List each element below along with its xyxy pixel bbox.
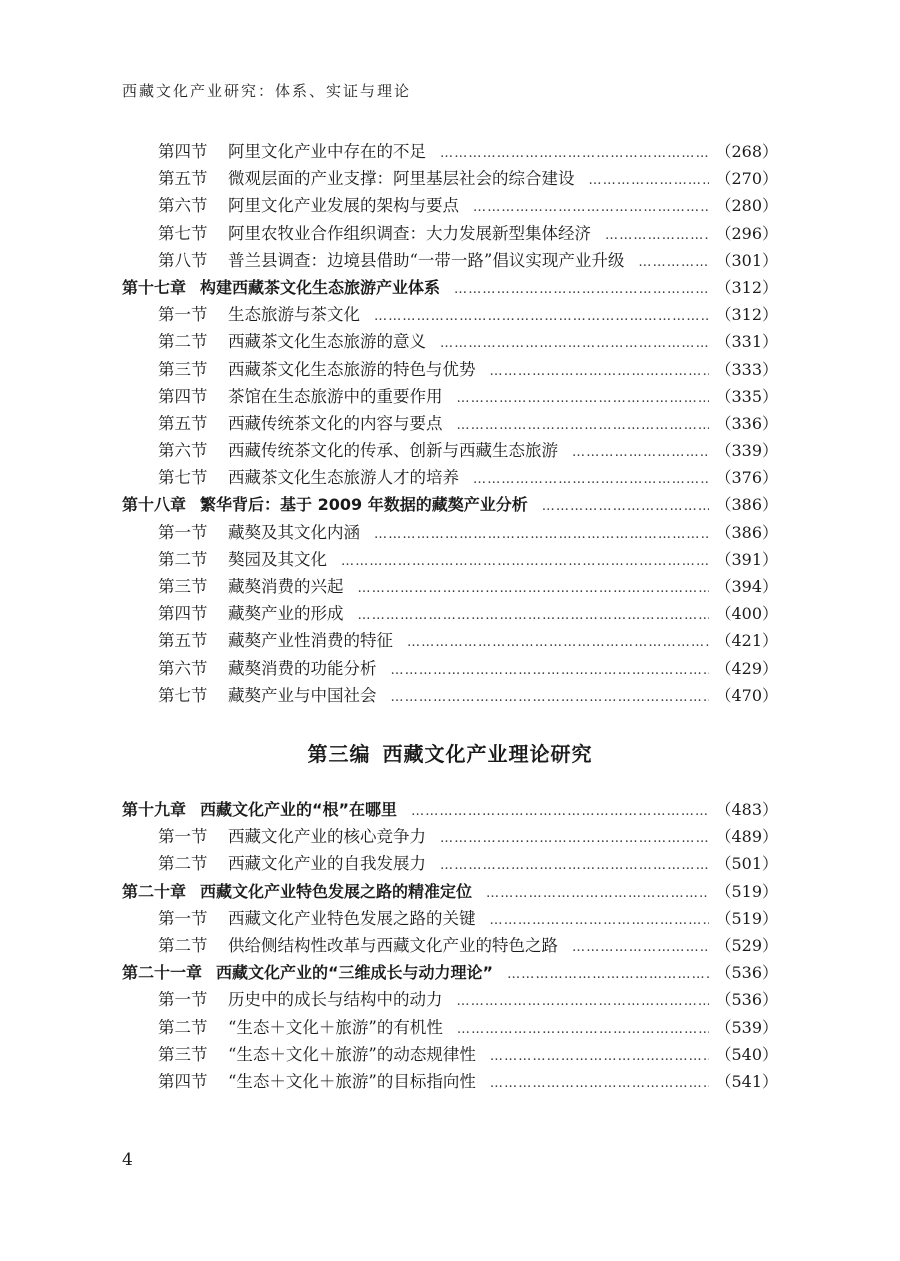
dot-leader: [374, 521, 709, 548]
toc-entry-page: （539）: [715, 1017, 778, 1037]
toc-entry-title: 微观层面的产业支撑：阿里基层社会的综合建设: [228, 169, 575, 189]
toc-entry-page: （296）: [715, 223, 778, 243]
toc-entry-number: 第三节: [158, 577, 208, 596]
dot-leader: [473, 194, 709, 221]
part-label: 第三编: [307, 742, 371, 766]
toc-entry-number: 第五节: [158, 631, 208, 651]
toc-entry-number: 第一节: [158, 990, 208, 1010]
toc-entry-number: 第二节: [158, 935, 208, 955]
toc-entry-page: （429）: [715, 658, 778, 678]
toc-chapter-entry: [122, 796, 778, 823]
dot-leader: [358, 602, 710, 629]
toc-entry-number: 第七节: [158, 223, 208, 243]
toc-section-entry: [122, 546, 778, 573]
toc-entry-page: （268）: [715, 142, 778, 161]
toc-entry-number: 第二十一章: [122, 963, 203, 983]
dot-leader: [457, 988, 710, 1015]
toc-section-entry: [122, 519, 778, 546]
dot-leader: [411, 798, 709, 825]
toc-entry-page: （400）: [715, 604, 778, 624]
toc-entry-page: （312）: [715, 305, 778, 325]
toc-entry-title: 藏獒产业与中国社会: [228, 685, 377, 705]
toc-section-entry: [122, 627, 778, 654]
toc-entry-title: 西藏传统茶文化的传承、创新与西藏生态旅游: [228, 441, 558, 461]
toc-entry-number: 第六节: [158, 196, 208, 216]
toc-chapter-entry: [122, 491, 778, 518]
part-name: 西藏文化产业理论研究: [382, 742, 593, 766]
dot-leader: [473, 466, 709, 493]
toc-entry-title: 生态旅游与茶文化: [228, 305, 360, 325]
toc-list-bottom: [122, 796, 778, 1095]
toc-entry-title: 西藏茶文化生态旅游的特色与优势: [228, 359, 476, 379]
toc-entry-number: 第四节: [158, 142, 208, 161]
toc-section-entry: [122, 247, 778, 274]
dot-leader: [457, 412, 710, 439]
toc-entry-title: 繁华背后：基于 2009 年数据的藏獒产业分析: [200, 495, 528, 515]
toc-entry-title: 供给侧结构性改革与西藏文化产业的特色之路: [228, 935, 558, 955]
toc-entry-number: 第三节: [158, 1044, 208, 1064]
toc-section-entry: [122, 192, 778, 219]
dot-leader: [490, 1043, 710, 1070]
toc-entry-title: “生态＋文化＋旅游”的目标指向性: [228, 1071, 476, 1091]
toc-chapter-entry: [122, 274, 778, 301]
dot-leader: [490, 358, 710, 385]
toc-entry-page: （333）: [715, 359, 778, 379]
toc-chapter-entry: [122, 959, 778, 986]
dot-leader: [572, 439, 709, 466]
toc-entry-number: 第一节: [158, 522, 208, 542]
dot-leader: [589, 167, 710, 194]
dot-leader: [341, 548, 709, 575]
toc-entry-page: （391）: [715, 549, 778, 569]
toc-entry-title: 藏獒产业的形成: [228, 604, 344, 624]
running-header: 西藏文化产业研究：体系、实证与理论: [122, 82, 412, 100]
toc-section-entry: [122, 1014, 778, 1041]
toc-entry-number: 第二节: [158, 1017, 208, 1037]
toc-entry-number: 第六节: [158, 658, 208, 678]
toc-entry-number: 第四节: [158, 1071, 208, 1091]
toc-entry-number: 第五节: [158, 169, 208, 189]
toc-entry-page: （331）: [715, 332, 778, 352]
toc-entry-page: （536）: [715, 990, 778, 1010]
toc-entry-title: 茶馆在生态旅游中的重要作用: [228, 386, 443, 406]
toc-entry-title: 历史中的成长与结构中的动力: [228, 990, 443, 1010]
toc-entry-number: 第七节: [158, 468, 208, 488]
toc-entry-page: （336）: [715, 413, 778, 433]
dot-leader: [542, 493, 710, 520]
toc-entry-title: 西藏文化产业的“根”在哪里: [200, 800, 398, 819]
toc-section-entry: [122, 437, 778, 464]
toc-entry-number: 第五节: [158, 413, 208, 433]
toc-section-entry: [122, 850, 778, 877]
dot-leader: [374, 303, 709, 330]
toc-entry-title: “生态＋文化＋旅游”的有机性: [228, 1017, 443, 1037]
dot-leader: [486, 880, 709, 907]
toc-entry-number: 第十七章: [122, 277, 187, 297]
toc-entry-number: 第八节: [158, 250, 208, 270]
toc-entry-title: 西藏文化产业特色发展之路的精准定位: [200, 881, 473, 901]
toc-entry-title: 西藏茶文化生态旅游的意义: [228, 332, 426, 352]
toc-entry-number: 第七节: [158, 685, 208, 705]
toc-section-entry: [122, 1068, 778, 1095]
toc-entry-number: 第四节: [158, 386, 208, 406]
toc-section-entry: [122, 138, 778, 165]
toc-entry-number: 第二节: [158, 549, 208, 569]
toc-section-entry: [122, 165, 778, 192]
toc-entry-title: 构建西藏茶文化生态旅游产业体系: [200, 277, 441, 297]
dot-leader: [507, 961, 709, 988]
dot-leader: [605, 222, 709, 249]
toc-entry-number: 第四节: [158, 604, 208, 624]
toc-entry-page: （470）: [715, 685, 778, 705]
toc-section-entry: [122, 220, 778, 247]
toc-entry-number: 第十九章: [122, 800, 187, 819]
toc-section-entry: [122, 1041, 778, 1068]
toc-section-entry: [122, 383, 778, 410]
dot-leader: [391, 684, 710, 711]
toc-chapter-entry: [122, 878, 778, 905]
toc-section-entry: [122, 464, 778, 491]
dot-leader: [572, 934, 709, 961]
toc-entry-page: （519）: [715, 881, 778, 901]
dot-leader: [454, 276, 709, 303]
toc-entry-page: （536）: [715, 963, 778, 983]
toc-section-entry: [122, 905, 778, 932]
toc-entry-number: 第二十章: [122, 881, 187, 901]
toc-entry-page: （312）: [715, 277, 778, 297]
toc-entry-title: 西藏文化产业的核心竞争力: [228, 827, 426, 847]
toc-entry-number: 第二节: [158, 332, 208, 352]
toc-entry-page: （376）: [715, 468, 778, 488]
dot-leader: [490, 907, 710, 934]
dot-leader: [391, 657, 710, 684]
toc-entry-page: （335）: [715, 386, 778, 406]
toc-entry-number: 第三节: [158, 359, 208, 379]
toc-entry-page: （540）: [715, 1044, 778, 1064]
toc-entry-title: 西藏文化产业的自我发展力: [228, 854, 426, 874]
toc-entry-title: 西藏传统茶文化的内容与要点: [228, 413, 443, 433]
toc-entry-title: 普兰县调查：边境县借助“一带一路”倡议实现产业升级: [228, 250, 625, 270]
toc-section-entry: [122, 600, 778, 627]
toc-entry-number: 第六节: [158, 441, 208, 461]
toc-entry-title: 藏獒及其文化内涵: [228, 522, 360, 542]
toc-entry-title: 獒园及其文化: [228, 549, 327, 569]
toc-entry-page: （394）: [715, 577, 778, 596]
dot-leader: [457, 385, 710, 412]
dot-leader: [440, 825, 709, 852]
toc-entry-page: （519）: [715, 908, 778, 928]
toc-entry-title: 阿里文化产业中存在的不足: [228, 142, 426, 161]
toc-section-entry: [122, 682, 778, 709]
dot-leader: [457, 1016, 710, 1043]
toc-entry-title: 西藏文化产业特色发展之路的关键: [228, 908, 476, 928]
part-title: [0, 738, 900, 767]
dot-leader: [638, 249, 709, 276]
toc-entry-page: （483）: [715, 800, 778, 819]
toc-entry-page: （501）: [715, 854, 778, 874]
page-number: 4: [122, 1150, 133, 1170]
toc-section-entry: [122, 301, 778, 328]
toc-entry-page: （386）: [715, 522, 778, 542]
toc-entry-page: （489）: [715, 827, 778, 847]
toc-entry-page: （529）: [715, 935, 778, 955]
toc-section-entry: [122, 410, 778, 437]
toc-entry-page: （280）: [715, 196, 778, 216]
dot-leader: [440, 852, 709, 879]
toc-section-entry: [122, 655, 778, 682]
dot-leader: [490, 1070, 710, 1097]
toc-section-entry: [122, 823, 778, 850]
toc-entry-page: （421）: [715, 631, 778, 651]
toc-entry-number: 第十八章: [122, 495, 187, 515]
toc-entry-title: 藏獒产业性消费的特征: [228, 631, 393, 651]
toc-entry-page: （541）: [715, 1071, 778, 1091]
toc-entry-page: （339）: [715, 441, 778, 461]
toc-entry-title: “生态＋文化＋旅游”的动态规律性: [228, 1044, 476, 1064]
dot-leader: [407, 629, 709, 656]
toc-list-top: [122, 138, 778, 709]
toc-entry-title: 西藏文化产业的“三维成长与动力理论”: [216, 963, 494, 983]
toc-entry-title: 藏獒消费的功能分析: [228, 658, 377, 678]
toc-entry-number: 第一节: [158, 908, 208, 928]
toc-entry-page: （301）: [715, 250, 778, 270]
toc-entry-number: 第一节: [158, 305, 208, 325]
toc-section-entry: [122, 932, 778, 959]
toc-section-entry: [122, 328, 778, 355]
dot-leader: [358, 575, 710, 602]
dot-leader: [440, 140, 709, 167]
toc-section-entry: [122, 356, 778, 383]
toc-entry-page: （386）: [715, 495, 778, 515]
toc-entry-title: 藏獒消费的兴起: [228, 577, 344, 596]
toc-entry-page: （270）: [715, 169, 778, 189]
dot-leader: [440, 330, 709, 357]
toc-entry-title: 西藏茶文化生态旅游人才的培养: [228, 468, 459, 488]
toc-section-entry: [122, 573, 778, 600]
toc-section-entry: [122, 986, 778, 1013]
toc-entry-number: 第二节: [158, 854, 208, 874]
toc-entry-title: 阿里农牧业合作组织调查：大力发展新型集体经济: [228, 223, 591, 243]
toc-entry-title: 阿里文化产业发展的架构与要点: [228, 196, 459, 216]
toc-entry-number: 第一节: [158, 827, 208, 847]
